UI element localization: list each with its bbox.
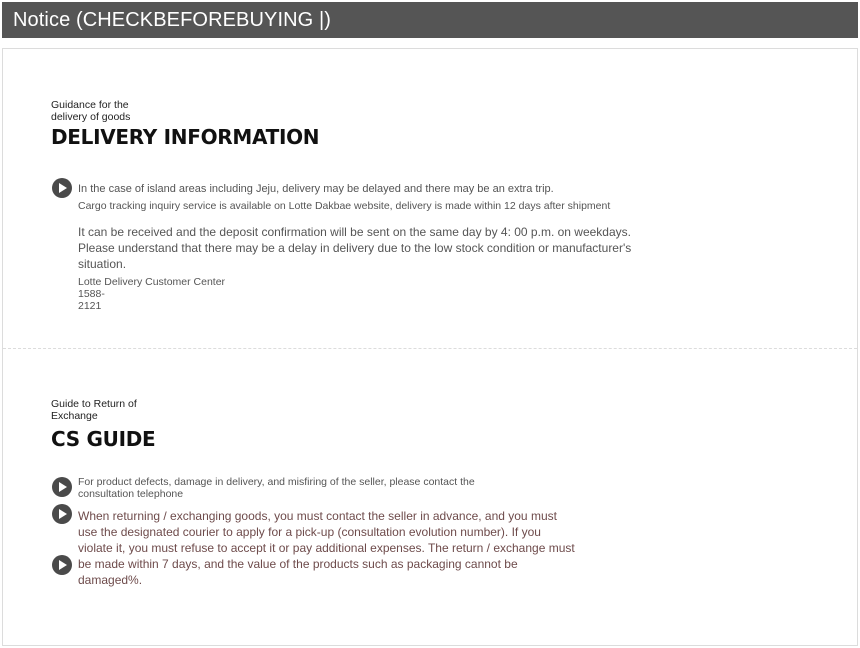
play-bullet-icon: [52, 555, 72, 575]
play-bullet-icon: [52, 178, 72, 198]
notice-title: Notice (CHECKBEFOREBUYING |): [13, 9, 332, 31]
play-bullet-icon: [52, 504, 72, 524]
notice-header: [2, 2, 858, 38]
cs-line-1: For product defects, damage in delivery, and misfiring of the seller, please contact the consultation telephone: [78, 476, 475, 500]
section-divider: [3, 348, 857, 349]
play-bullet-icon: [52, 477, 72, 497]
cs-eyebrow: Guide to Return of Exchange: [51, 398, 137, 422]
delivery-eyebrow: Guidance for the delivery of goods: [51, 99, 131, 123]
delivery-line-2: Cargo tracking inquiry service is available on Lotte Dakbae website, delivery is made within 12 days after shipment: [78, 200, 611, 212]
notice-panel: [2, 48, 858, 646]
cs-title: CS GUIDE: [51, 427, 156, 451]
delivery-line-1: In the case of island areas including Jeju, delivery may be delayed and there may be an extra trip.: [78, 183, 554, 195]
cs-paragraph: When returning / exchanging goods, you must contact the seller in advance, and you must use the designated courier to apply for a pick-up (consultation evolution number). If you violate it, you must refuse to accept it or pay additional expenses. The return / exchange must be made within 7 days, and the value of the products such as packaging cannot be damaged%.: [78, 509, 575, 587]
delivery-title: DELIVERY INFORMATION: [51, 125, 320, 149]
delivery-paragraph: It can be received and the deposit confirmation will be sent on the same day by 4: 00 p.m. on weekdays. Please understand that there may be a delay in delivery due to the low stock condition or manufacturer's situation.: [78, 225, 632, 271]
delivery-center: Lotte Delivery Customer Center 1588- 2121: [78, 276, 226, 312]
